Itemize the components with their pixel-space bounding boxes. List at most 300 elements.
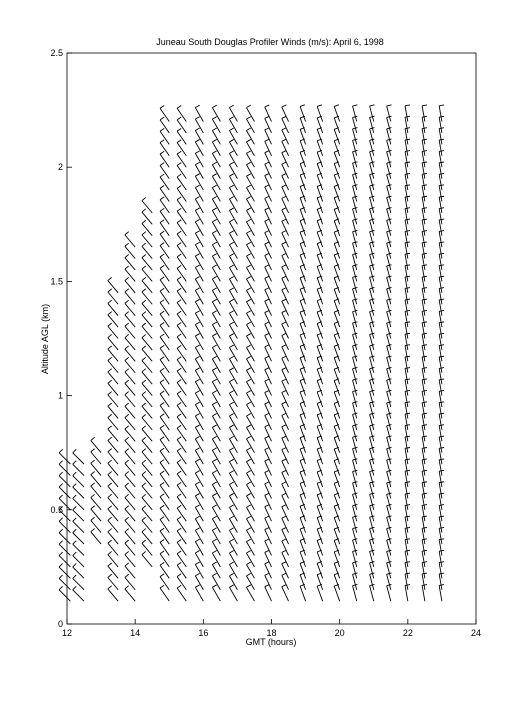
wind-barb <box>177 497 186 510</box>
wind-barb <box>246 587 254 601</box>
wind-barb-feather <box>405 253 410 254</box>
wind-barb <box>229 427 237 441</box>
wind-barb-feather <box>160 197 164 200</box>
wind-barb <box>195 210 203 224</box>
wind-barb <box>282 461 289 476</box>
wind-barb-feather <box>405 573 410 574</box>
wind-barb <box>195 268 203 282</box>
wind-barb-feather <box>282 573 287 575</box>
wind-barb-feather <box>142 323 146 326</box>
wind-barb-feather <box>195 448 199 451</box>
wind-barb-feather <box>246 482 250 485</box>
wind-barb-feather <box>142 266 146 269</box>
wind-barb-feather <box>265 470 270 472</box>
wind-barb <box>246 142 254 156</box>
wind-barb-feather <box>212 151 216 154</box>
wind-barb <box>229 210 237 224</box>
wind-barb <box>212 427 220 441</box>
wind-barb-feather <box>282 356 287 358</box>
wind-barb <box>195 233 203 247</box>
wind-barb-feather <box>246 105 250 108</box>
wind-barb-feather <box>195 562 199 565</box>
wind-barb-feather <box>282 276 287 278</box>
wind-barb-feather <box>108 574 112 577</box>
wind-barb-feather <box>91 517 95 520</box>
wind-barb <box>246 313 254 327</box>
wind-barb <box>246 553 254 567</box>
wind-barb <box>177 177 186 190</box>
wind-barb <box>265 244 272 259</box>
wind-barb-feather <box>265 356 270 358</box>
wind-barb <box>177 417 186 430</box>
wind-barb-feather <box>73 552 77 556</box>
wind-barb-feather <box>370 105 375 106</box>
wind-barb-feather <box>212 505 216 508</box>
wind-barb-feather <box>265 390 270 392</box>
wind-barb-feather <box>142 494 146 497</box>
wind-barb-feather <box>212 539 216 542</box>
wind-barb-feather <box>439 185 444 186</box>
wind-barb <box>177 314 186 327</box>
wind-barb-feather <box>387 105 392 106</box>
wind-barb-feather <box>212 585 216 588</box>
wind-barb-feather <box>265 482 270 484</box>
wind-barb-feather <box>160 551 164 554</box>
wind-barb-feather <box>177 345 181 348</box>
wind-barb-feather <box>195 551 199 554</box>
wind-barb-feather <box>422 425 427 426</box>
wind-barb-feather <box>160 414 164 417</box>
wind-barb <box>265 324 272 339</box>
wind-barb-feather <box>265 425 270 427</box>
wind-barb <box>282 450 289 465</box>
wind-barb <box>212 233 220 247</box>
wind-barb-feather <box>422 105 427 106</box>
wind-barb-feather <box>439 276 444 277</box>
wind-barb <box>265 164 272 179</box>
wind-barb <box>195 496 203 510</box>
wind-barb-feather <box>282 219 287 221</box>
wind-barb-feather <box>246 311 250 314</box>
wind-barb-feather <box>439 459 444 460</box>
y-tick-label: 1 <box>57 390 63 401</box>
wind-barb-feather <box>246 585 250 588</box>
wind-barb-feather <box>405 390 410 391</box>
wind-barb-feather <box>246 368 250 371</box>
wind-barb-feather <box>160 174 164 177</box>
wind-barb <box>246 153 254 167</box>
wind-barb-feather <box>212 265 216 268</box>
wind-barb-feather <box>439 173 444 174</box>
wind-barb <box>229 302 237 316</box>
wind-barb-feather <box>73 586 77 590</box>
wind-barb <box>212 473 220 487</box>
wind-barb <box>282 564 289 579</box>
chart-title: Juneau South Douglas Profiler Winds (m/s): April 6, 1998 <box>156 37 384 47</box>
y-tick-label: 1.5 <box>50 276 63 287</box>
wind-barb-feather <box>212 242 216 245</box>
wind-barb <box>246 542 254 556</box>
wind-barb-feather <box>108 346 112 349</box>
x-axis-ticks <box>62 619 481 638</box>
wind-barb <box>246 268 254 282</box>
wind-barb <box>265 404 272 419</box>
wind-barb-feather <box>246 185 250 188</box>
wind-barb <box>177 588 186 601</box>
wind-barb-feather <box>282 379 287 381</box>
wind-barb-feather <box>177 425 181 428</box>
wind-barb-feather <box>282 493 287 495</box>
wind-barb <box>160 291 169 304</box>
wind-barb-feather <box>195 322 199 325</box>
wind-barb-feather <box>142 551 146 554</box>
wind-barb <box>212 336 220 350</box>
wind-barb-feather <box>59 461 63 465</box>
wind-barb-feather <box>160 402 164 405</box>
wind-barb <box>195 165 203 179</box>
wind-barb <box>195 131 203 145</box>
plot-area <box>50 48 481 638</box>
wind-barb <box>246 496 254 510</box>
wind-barb-feather <box>125 392 129 395</box>
wind-barb-feather <box>142 357 146 360</box>
wind-barb-feather <box>142 426 146 429</box>
wind-barb-feather <box>229 322 233 325</box>
wind-barb <box>282 187 289 202</box>
wind-barb-feather <box>265 516 270 518</box>
wind-barb-feather <box>265 413 270 415</box>
wind-barb-feather <box>265 253 270 255</box>
wind-barb-feather <box>160 220 164 223</box>
wind-barb <box>265 313 272 328</box>
wind-barb-feather <box>405 550 410 551</box>
wind-barb <box>282 141 289 156</box>
wind-barb <box>195 542 203 556</box>
wind-barb <box>160 474 169 487</box>
wind-barb-feather <box>160 505 164 508</box>
wind-barb-feather <box>282 288 287 290</box>
wind-barb-feather <box>405 562 410 563</box>
wind-barb-feather <box>265 276 270 278</box>
wind-barb-feather <box>108 403 112 406</box>
wind-barb <box>282 347 289 362</box>
wind-barb-feather <box>91 437 95 440</box>
wind-barb-feather <box>59 484 63 488</box>
wind-barb-feather <box>108 551 112 554</box>
wind-barb-feather <box>422 173 427 174</box>
wind-barb-feather <box>195 505 199 508</box>
wind-barb-feather <box>265 459 270 461</box>
wind-barb-feather <box>422 139 427 140</box>
wind-barb-feather <box>160 391 164 394</box>
wind-barb-feather <box>265 550 270 552</box>
y-tick-label: 2.5 <box>50 48 63 58</box>
wind-barb-feather <box>439 482 444 483</box>
wind-barb-feather <box>229 254 233 257</box>
wind-barb-feather <box>439 573 444 574</box>
wind-barb-feather <box>439 436 444 437</box>
wind-barb-feather <box>229 151 233 154</box>
wind-barb <box>177 245 186 258</box>
wind-barb-feather <box>405 333 410 334</box>
wind-barb <box>160 303 169 316</box>
wind-barb <box>177 508 186 521</box>
wind-barb-feather <box>422 208 427 209</box>
wind-barb-feather <box>125 574 129 577</box>
wind-barb-feather <box>422 516 427 517</box>
wind-barb-feather <box>177 243 181 246</box>
wind-barb <box>282 507 289 522</box>
wind-barb-feather <box>229 208 233 211</box>
wind-barb-feather <box>439 425 444 426</box>
wind-barb <box>265 484 272 499</box>
wind-barb <box>212 325 220 339</box>
wind-barb-feather <box>405 482 410 483</box>
wind-barb <box>265 507 272 522</box>
wind-barb-feather <box>439 516 444 517</box>
wind-barb-feather <box>212 174 216 177</box>
wind-barb-feather <box>108 517 112 520</box>
wind-barb-feather <box>142 334 146 337</box>
wind-barb-feather <box>125 483 129 486</box>
wind-barb-feather <box>422 288 427 289</box>
wind-barb-feather <box>422 231 427 232</box>
wind-barb-feather <box>229 551 233 554</box>
wind-barb <box>282 221 289 236</box>
wind-barb-feather <box>265 151 270 153</box>
wind-barb-feather <box>246 299 250 302</box>
wind-barb-feather <box>125 232 129 235</box>
wind-barb-feather <box>229 379 233 382</box>
wind-barb-feather <box>108 312 112 315</box>
wind-barb-feather <box>246 528 250 531</box>
wind-barb-feather <box>439 493 444 494</box>
wind-barb <box>73 590 84 601</box>
wind-barb-feather <box>195 219 199 222</box>
wind-barb-feather <box>405 516 410 517</box>
wind-barb <box>160 337 169 350</box>
wind-barb <box>229 188 237 202</box>
wind-barb-feather <box>282 253 287 255</box>
wind-barb <box>282 301 289 316</box>
wind-barb-feather <box>212 379 216 382</box>
wind-barb-feather <box>108 426 112 429</box>
wind-barb <box>160 131 169 144</box>
wind-barb-feather <box>265 173 270 175</box>
wind-barb <box>195 108 203 122</box>
wind-barb-feather <box>265 219 270 221</box>
wind-barb-feather <box>439 390 444 391</box>
wind-barb <box>246 165 254 179</box>
wind-barb-feather <box>265 402 270 404</box>
wind-barb-feather <box>125 471 129 474</box>
wind-barb-feather <box>405 402 410 403</box>
wind-barb <box>282 587 289 602</box>
wind-barb <box>246 370 254 384</box>
wind-barb-feather <box>212 573 216 576</box>
wind-barb-feather <box>177 437 181 440</box>
wind-barb-feather <box>265 562 270 564</box>
wind-barb <box>142 555 152 567</box>
wind-barb <box>160 120 169 133</box>
wind-barb-feather <box>108 392 112 395</box>
wind-barb-feather <box>125 255 129 258</box>
wind-barb <box>229 370 237 384</box>
wind-barb-feather <box>265 288 270 290</box>
wind-barb-feather <box>73 541 77 545</box>
wind-barb <box>195 416 203 430</box>
wind-barb-feather <box>405 242 410 243</box>
wind-barb <box>212 142 220 156</box>
wind-barb <box>212 268 220 282</box>
wind-barb-feather <box>405 527 410 528</box>
wind-barb <box>229 405 237 419</box>
wind-barb-feather <box>59 472 63 476</box>
wind-barb-feather <box>195 459 199 462</box>
wind-barb-feather <box>212 471 216 474</box>
wind-barb-feather <box>439 139 444 140</box>
wind-barb <box>195 427 203 441</box>
wind-barb-feather <box>229 345 233 348</box>
wind-barb-feather <box>405 493 410 494</box>
wind-barb-feather <box>212 448 216 451</box>
wind-barb <box>195 450 203 464</box>
wind-barb <box>177 451 186 464</box>
wind-barb <box>212 393 220 407</box>
wind-barb-feather <box>125 334 129 337</box>
wind-barb-feather <box>142 403 146 406</box>
wind-barb-feather <box>265 105 270 107</box>
wind-barb <box>212 279 220 293</box>
wind-barb-feather <box>439 219 444 220</box>
wind-barb-feather <box>142 209 146 212</box>
wind-barb <box>212 210 220 224</box>
wind-barb <box>195 142 203 156</box>
wind-barb <box>212 359 220 373</box>
wind-barb <box>246 393 254 407</box>
x-tick-label: 16 <box>198 628 209 638</box>
wind-barb <box>265 381 272 396</box>
wind-barb <box>195 393 203 407</box>
wind-barb-feather <box>108 380 112 383</box>
wind-barb-feather <box>177 517 181 520</box>
wind-barb <box>265 221 272 236</box>
wind-barb-feather <box>265 208 270 210</box>
wind-barb <box>229 416 237 430</box>
wind-barb-feather <box>177 585 181 588</box>
wind-barb-feather <box>246 573 250 576</box>
wind-barb-feather <box>439 539 444 540</box>
wind-barb-feather <box>229 425 233 428</box>
wind-barb-feather <box>177 128 181 131</box>
wind-barb <box>282 278 289 293</box>
wind-barb-feather <box>334 105 339 107</box>
wind-barb <box>160 268 169 281</box>
wind-barb-feather <box>160 311 164 314</box>
wind-barb-feather <box>195 334 199 337</box>
wind-barb-feather <box>422 527 427 528</box>
wind-barb-feather <box>195 516 199 519</box>
wind-barb <box>160 394 169 407</box>
wind-barb <box>229 530 237 544</box>
wind-barb-feather <box>229 471 233 474</box>
wind-barb-feather <box>439 505 444 506</box>
wind-barb-feather <box>246 459 250 462</box>
wind-barb-feather <box>212 482 216 485</box>
wind-barb <box>282 495 289 510</box>
wind-barb-feather <box>125 494 129 497</box>
wind-barb <box>160 143 169 156</box>
wind-barb-feather <box>265 265 270 267</box>
wind-barb-feather <box>142 483 146 486</box>
wind-barb-feather <box>246 334 250 337</box>
wind-barb <box>246 233 254 247</box>
wind-barb-feather <box>142 471 146 474</box>
wind-barb-feather <box>195 231 199 234</box>
wind-barb-feather <box>108 460 112 463</box>
wind-barb-feather <box>265 231 270 233</box>
wind-barb <box>282 472 289 487</box>
wind-barb <box>212 564 220 578</box>
wind-barb-feather <box>142 460 146 463</box>
wind-barb-feather <box>246 391 250 394</box>
wind-barb-feather <box>317 105 322 107</box>
wind-barb-feather <box>73 484 77 488</box>
wind-barb-feather <box>160 460 164 463</box>
wind-barb-feather <box>108 506 112 509</box>
wind-barb-feather <box>282 402 287 404</box>
wind-barb <box>160 154 169 167</box>
wind-barb-feather <box>246 345 250 348</box>
wind-barb <box>212 405 220 419</box>
wind-barb <box>177 143 186 156</box>
wind-barb-feather <box>177 391 181 394</box>
wind-barb <box>246 245 254 259</box>
wind-barb <box>108 589 118 601</box>
wind-barb-feather <box>229 482 233 485</box>
wind-barb-feather <box>195 391 199 394</box>
wind-barb-feather <box>160 380 164 383</box>
wind-barb <box>195 222 203 236</box>
wind-barb-feather <box>282 151 287 153</box>
wind-barb <box>229 279 237 293</box>
wind-barb <box>177 428 186 441</box>
wind-barb-feather <box>439 151 444 152</box>
wind-barb <box>212 416 220 430</box>
wind-barb <box>212 553 220 567</box>
wind-barb-feather <box>422 470 427 471</box>
wind-barb-feather <box>439 105 444 106</box>
wind-barb-feather <box>265 322 270 324</box>
wind-barb-feather <box>282 231 287 233</box>
wind-barb-feather <box>177 311 181 314</box>
wind-barb-feather <box>195 174 199 177</box>
wind-barb <box>177 268 186 281</box>
wind-barb <box>177 257 186 270</box>
wind-barb <box>282 404 289 419</box>
wind-barb <box>229 176 237 190</box>
wind-barb-feather <box>229 242 233 245</box>
wind-barb <box>265 427 272 442</box>
wind-barb-feather <box>265 333 270 335</box>
wind-barb-feather <box>142 346 146 349</box>
wind-barb-feather <box>160 517 164 520</box>
wind-barb <box>282 153 289 168</box>
wind-barb <box>282 210 289 225</box>
wind-barb-feather <box>282 105 287 107</box>
wind-barb <box>265 210 272 225</box>
wind-barb-feather <box>422 356 427 357</box>
